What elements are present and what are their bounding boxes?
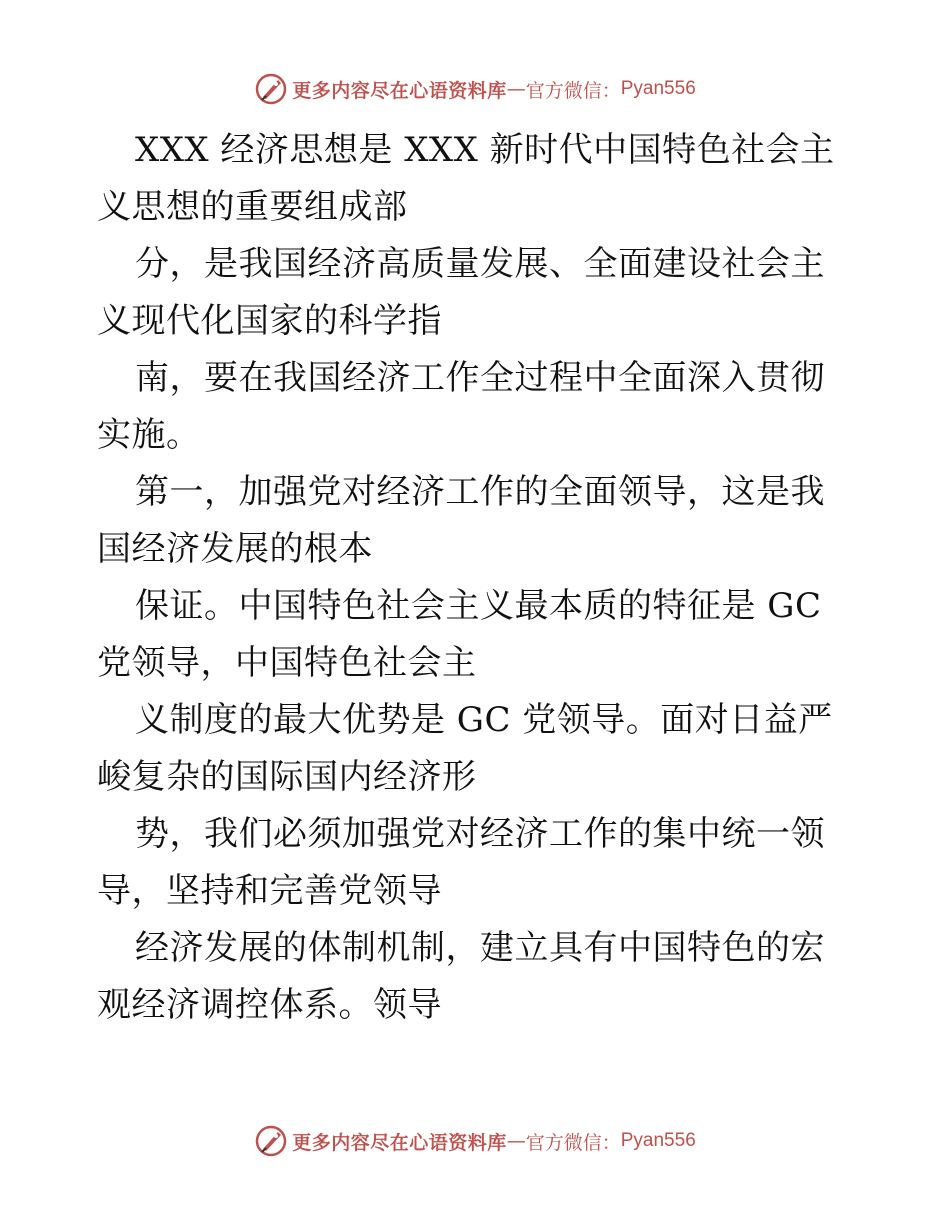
paragraph-line-1: 南，要在我国经济工作全过程中全面深入贯彻实 <box>97 358 825 455</box>
paragraph-line-1: 经济发展的体制机制，建立具有中国特色的宏观 <box>97 928 825 1025</box>
banner-wechat-label: 官方微信： <box>525 79 621 102</box>
paragraph-line-2: 复杂的国际国内经济形 <box>131 757 477 797</box>
paragraph-line-1: 势，我们必须加强党对经济工作的集中统一领 <box>135 814 825 854</box>
footer-banner <box>0 1124 950 1158</box>
banner-wechat-account: Pyan556 <box>620 1130 696 1151</box>
paragraph-line-2: 领导，中国特色社会主 <box>131 643 477 683</box>
paragraph <box>97 122 857 236</box>
paragraph-line-1: 保证。中国特色社会主义最本质的特征是 GC 党 <box>97 586 822 683</box>
paragraph-line-2: 经济发展的根本 <box>131 529 373 569</box>
paragraph-line-2: 导，坚持和完善党领导 <box>97 871 442 911</box>
paragraph-line-2: 施。 <box>131 415 201 455</box>
paragraph-line-1: 义制度的最大优势是 GC 党领导。面对日益严峻 <box>97 700 833 797</box>
paragraph-line-1: 第一，加强党对经济工作的全面领导，这是我国 <box>97 472 825 569</box>
paragraph-line-1: 分，是我国经济高质量发展、全面建设社会主义 <box>97 244 825 341</box>
paragraph <box>97 350 857 464</box>
paragraph-line-2: 现代化国家的科学指 <box>131 301 442 341</box>
banner-wechat-label: 官方微信： <box>525 1131 621 1154</box>
banner-dash: — <box>506 1130 526 1152</box>
paragraph <box>97 692 857 806</box>
banner-dash: — <box>506 78 526 100</box>
banner-wechat-account: Pyan556 <box>620 78 696 99</box>
paragraph <box>97 578 857 692</box>
header-banner <box>0 72 950 106</box>
paragraph-line-1: XXX 经济思想是 XXX 新时代中国特色社会主义 <box>97 130 835 227</box>
paragraph <box>97 236 857 350</box>
banner-main-text: 更多内容尽在心语资料库 <box>292 1131 507 1154</box>
paragraph <box>97 464 857 578</box>
paragraph <box>97 806 857 920</box>
paragraph <box>97 920 857 1034</box>
feather-pen-logo-icon <box>254 72 288 106</box>
paragraph-line-2: 思想的重要组成部 <box>131 187 408 227</box>
feather-pen-logo-icon <box>254 1124 288 1158</box>
paragraph-line-2: 经济调控体系。领导 <box>131 985 442 1025</box>
banner-main-text: 更多内容尽在心语资料库 <box>292 79 507 102</box>
document-body <box>97 122 857 1034</box>
